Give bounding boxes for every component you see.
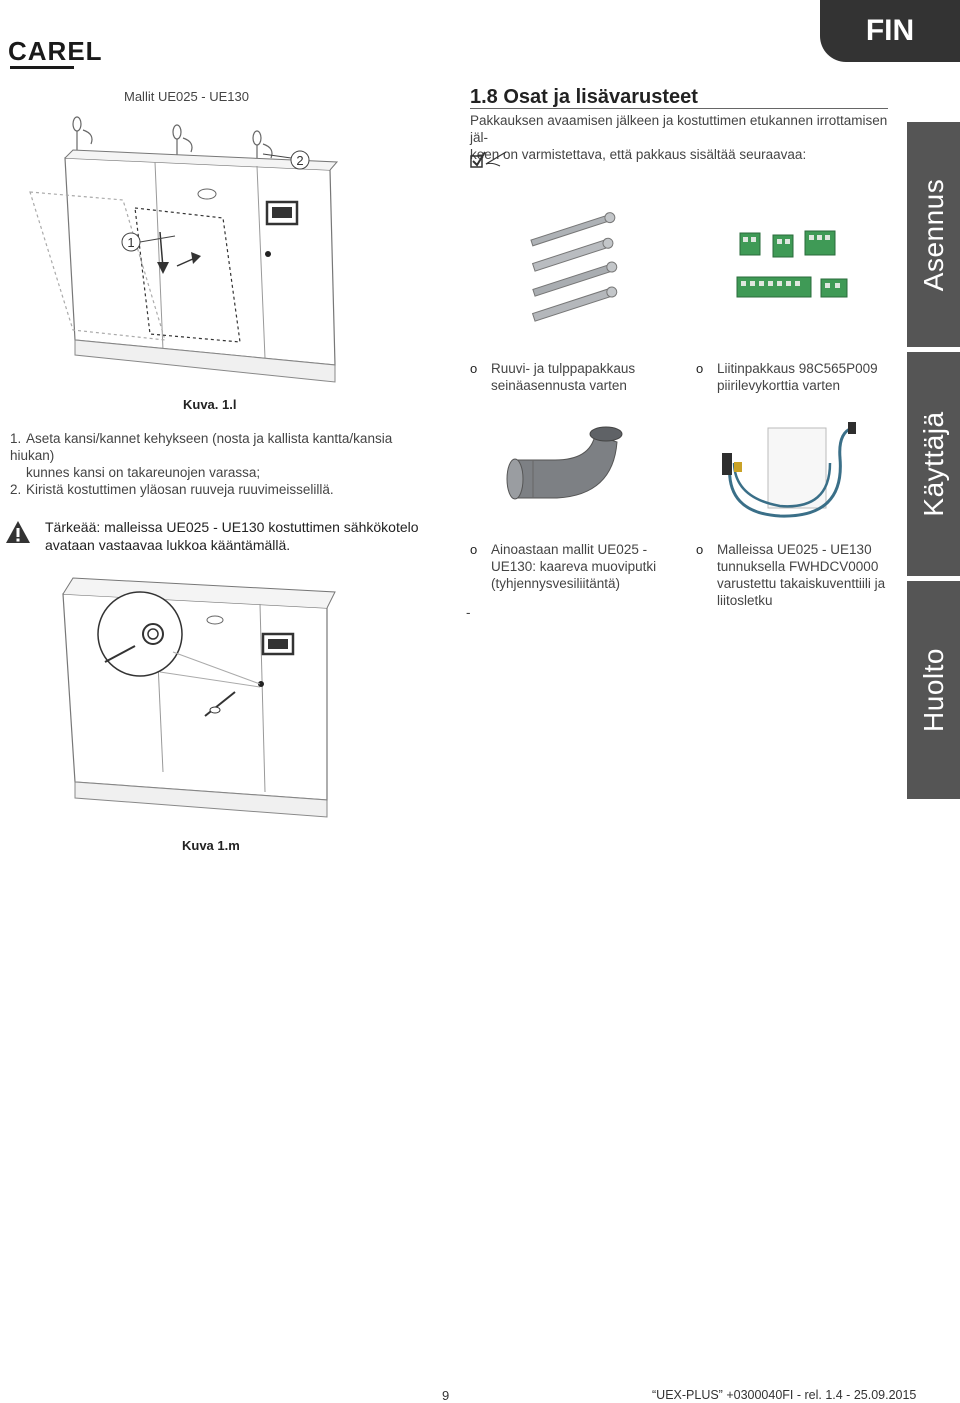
figure-humidifier-lock [55, 572, 340, 822]
side-tab-kayttaja[interactable] [907, 352, 960, 576]
item-connectors: o Liitinpakkaus 98C565P009 piirilevykorttia varten [696, 361, 878, 393]
figure-humidifier-cover [25, 110, 355, 395]
callout-1: 1 [127, 235, 135, 250]
intro-text: Pakkauksen avaamisen jälkeen ja kostuttimen etukannen irrottamisen jäl- keen on varmistettava, että pakkaus sisältää seuraavaa: [470, 113, 888, 162]
figure2-caption: Kuva 1.m [182, 838, 240, 853]
dash-mark: - [466, 605, 471, 620]
side-tab-label: Asennus [917, 178, 949, 291]
figure1-caption: Kuva. 1.l [183, 397, 237, 412]
connectors-image [735, 225, 855, 315]
valve-hose-image [710, 418, 860, 528]
screws-plugs-image [520, 210, 630, 330]
language-tab: FIN [820, 0, 960, 62]
page-number: 9 [442, 1388, 450, 1403]
step-1: 1. Aseta kansi/kannet kehykseen (nosta ja kallista kantta/kansia hiukan) [10, 431, 393, 463]
models-label: Mallit UE025 - UE130 [124, 89, 249, 104]
item-valve-hose: o Malleissa UE025 - UE130 tunnuksella FWHDCV0000 varustettu takaiskuventtiili ja liitosletku [696, 542, 886, 608]
checklist-icon [470, 148, 510, 170]
doc-reference: “UEX-PLUS” +0300040FI - rel. 1.4 - 25.09.2015 [652, 1388, 917, 1402]
warning-text: Tärkeää: malleissa UE025 - UE130 kostuttimen sähkökotelo avataan vastaavaa lukkoa kääntämällä. [45, 519, 419, 553]
side-tab-asennus[interactable] [907, 122, 960, 347]
logo-underline [10, 66, 74, 69]
item-pipe: o Ainoastaan mallit UE025 - UE130: kaareva muoviputki (tyhjennysvesiliitäntä) [470, 542, 657, 591]
title-rule [470, 108, 888, 109]
callout-2: 2 [296, 153, 304, 168]
steps-list [10, 430, 430, 498]
step-2: 2. Kiristä kostuttimen yläosan ruuveja ruuvimeisselillä. [10, 482, 334, 497]
item-screws: o Ruuvi- ja tulppapakkaus seinäasennusta varten [470, 361, 636, 393]
curved-pipe-image [495, 420, 625, 520]
side-tab-huolto[interactable] [907, 581, 960, 799]
side-tab-label: Käyttäjä [917, 411, 949, 517]
step-1-cont: kunnes kansi on takareunojen varassa; [26, 465, 261, 480]
section-title: 1.8 Osat ja lisävarusteet [470, 86, 698, 108]
warning-icon [5, 520, 31, 544]
carel-logo: CAREL [8, 36, 103, 66]
side-tab-label: Huolto [917, 648, 949, 732]
